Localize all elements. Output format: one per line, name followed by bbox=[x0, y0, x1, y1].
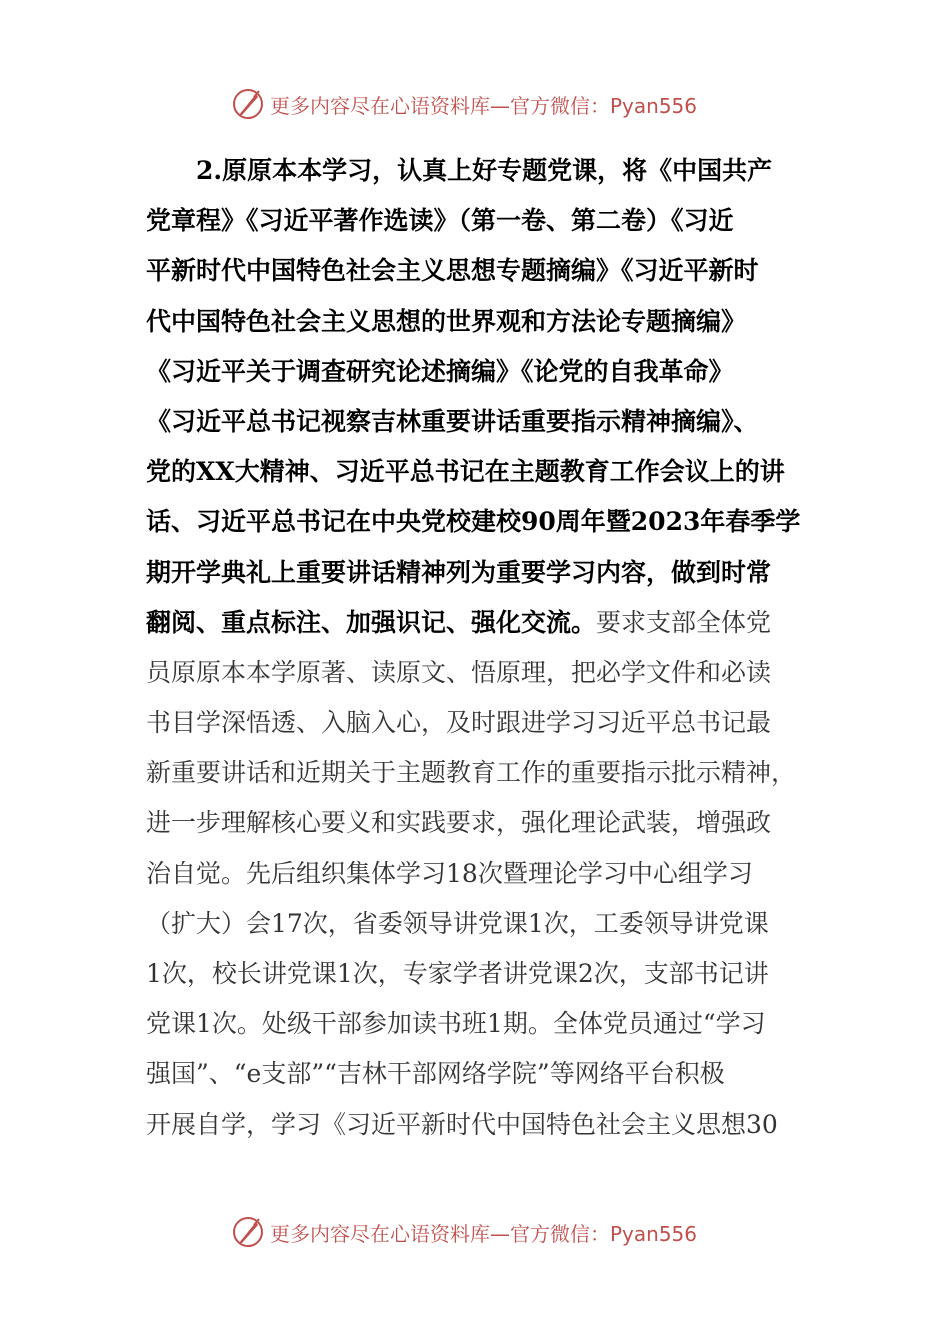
text-line bbox=[146, 146, 806, 196]
text-line bbox=[146, 798, 806, 848]
quill-pen-icon bbox=[230, 1214, 266, 1250]
text-line bbox=[146, 648, 806, 698]
text-line bbox=[146, 698, 806, 748]
text-line bbox=[146, 447, 806, 497]
bold-text: 期开学典礼上重要讲话精神列为重要学习内容，做到时常 bbox=[146, 557, 772, 587]
text-line bbox=[146, 397, 806, 447]
bold-text: 平新时代中国特色社会主义思想专题摘编》《习近平新时 bbox=[146, 256, 759, 286]
header-watermark bbox=[230, 84, 730, 124]
regular-text: 1次，校长讲党课1次，专家学者讲党课2次，支部书记讲 bbox=[146, 959, 769, 988]
footer-watermark bbox=[230, 1212, 730, 1252]
bold-text: 2.原原本本学习，认真上好专题党课，将《中国共产 bbox=[196, 156, 773, 185]
watermark-text: 更多内容尽在心语资料库—官方微信：Pyan556 bbox=[270, 1221, 698, 1246]
text-line bbox=[146, 899, 806, 949]
regular-text: （扩大）会17次，省委领导讲党课1次，工委领导讲党课 bbox=[146, 908, 769, 938]
text-line bbox=[146, 548, 806, 598]
text-line bbox=[146, 196, 806, 246]
text-line bbox=[146, 999, 806, 1049]
quill-pen-icon bbox=[230, 86, 266, 122]
bold-text: 《习近平总书记视察吉林重要讲话重要指示精神摘编》、 bbox=[146, 406, 759, 436]
text-line bbox=[146, 497, 806, 547]
regular-text: 要求支部全体党 bbox=[596, 607, 772, 637]
regular-text: 党课1次。处级干部参加读书班1期。全体党员通过“学习 bbox=[146, 1009, 766, 1039]
bold-text: 《习近平关于调查研究论述摘编》《论党的自我革命》 bbox=[146, 356, 734, 386]
text-line bbox=[146, 598, 806, 648]
regular-text: 进一步理解核心要义和实践要求，强化理论武装，增强政 bbox=[146, 808, 772, 838]
bold-text: 党的XX大精神、习近平总书记在主题教育工作会议上的讲 bbox=[146, 457, 785, 487]
text-line bbox=[146, 849, 806, 899]
text-line bbox=[146, 748, 806, 798]
bold-text: 党章程》《习近平著作选读》（第一卷、第二卷）《习近 bbox=[146, 206, 734, 236]
regular-text: 开展自学，学习《习近平新时代中国特色社会主义思想30 bbox=[146, 1109, 778, 1139]
text-line bbox=[146, 297, 806, 347]
text-line bbox=[146, 1049, 806, 1099]
bold-text: 代中国特色社会主义思想的世界观和方法论专题摘编》 bbox=[146, 306, 747, 336]
watermark-text: 更多内容尽在心语资料库—官方微信：Pyan556 bbox=[270, 93, 698, 118]
text-line bbox=[146, 1100, 806, 1150]
regular-text: 治自觉。先后组织集体学习18次暨理论学习中心组学习 bbox=[146, 858, 753, 888]
regular-text: 新重要讲话和近期关于主题教育工作的重要指示批示精神， bbox=[146, 758, 797, 788]
text-line bbox=[146, 949, 806, 999]
text-line bbox=[146, 246, 806, 296]
text-line bbox=[146, 347, 806, 397]
regular-text: 员原原本本学原著、读原文、悟原理，把必学文件和必读 bbox=[146, 657, 772, 687]
regular-text: 书目学深悟透、入脑入心，及时跟进学习习近平总书记最 bbox=[146, 708, 772, 738]
regular-text: 强国”、“e支部”“吉林干部网络学院”等网络平台积极 bbox=[146, 1059, 725, 1089]
document-body bbox=[146, 146, 806, 1150]
bold-text: 翻阅、重点标注、加强识记、强化交流。 bbox=[146, 607, 597, 637]
bold-text: 话、习近平总书记在中央党校建校90周年暨2023年春季学 bbox=[146, 507, 801, 537]
